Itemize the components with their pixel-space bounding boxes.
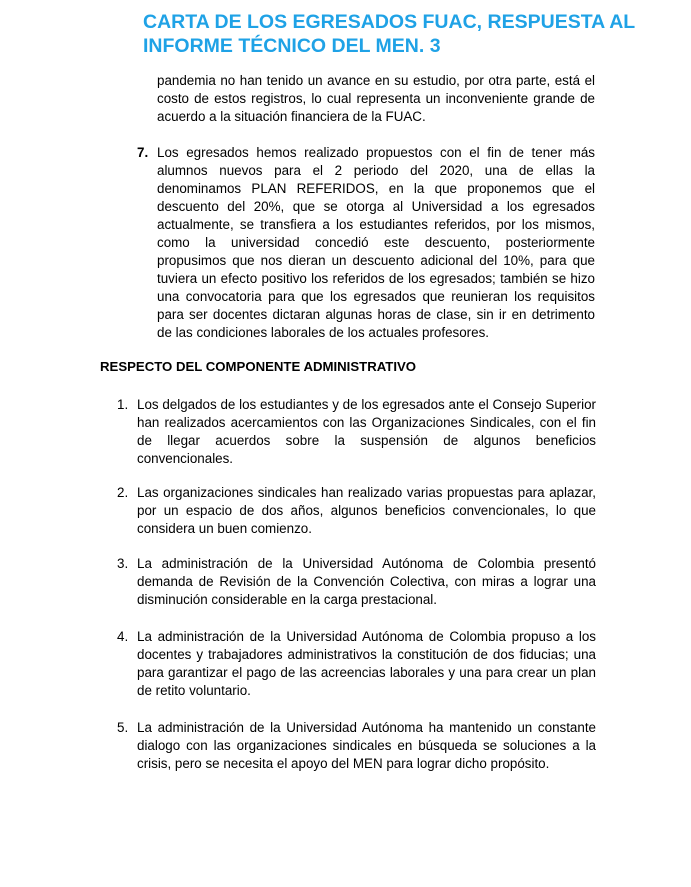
page-header-title: CARTA DE LOS EGRESADOS FUAC, RESPUESTA AL INFORME TÉCNICO DEL MEN. 3 xyxy=(143,11,635,57)
item-7-text: Los egresados hemos realizado propuestos con el fin de tener más alumnos nuevos para el 2 periodo del 2020, una de ellas la denominamos PLAN REFERIDOS, en la que proponemos que el descuento del 20%, que se otorga al Universidad a los egresados actualmente, se transfiera a los estudiantes referidos, por los mismos, como la universidad concedió este descuento, posteriormente propusimos que nos dieran un descuento adicional del 10%, para que tuviera un efecto positivo los referidos de los egresados; también se hizo una convocatoria para que los egresados que reunieran los requisitos para ser docentes dictaran algunas horas de clase, sin ir en detrimento de las condiciones laborales de los actuales profesores. xyxy=(157,145,595,340)
admin-item-2-number: 2. xyxy=(117,485,129,500)
continuation-paragraph: pandemia no han tenido un avance en su estudio, por otra parte, está el costo de estos registros, lo cual representa un inconveniente grande de acuerdo a la situación financiera de la FUAC. xyxy=(157,73,595,124)
admin-item-4-number: 4. xyxy=(117,629,129,644)
admin-item-3-number: 3. xyxy=(117,556,129,571)
admin-item-3-text: La administración de la Universidad Autónoma de Colombia presentó demanda de Revisión de la Convención Colectiva, con miras a lograr una disminución considerable en la carga prestacional. xyxy=(137,556,596,607)
admin-item-1-number: 1. xyxy=(117,397,129,412)
item-7-number: 7. xyxy=(137,145,149,160)
admin-item-1-text: Los delgados de los estudiantes y de los egresados ante el Consejo Superior han realizados acercamientos con las Organizaciones Sindicales, con el fin de llegar acuerdos sobre la suspensión de algunos beneficios convencionales. xyxy=(137,397,596,466)
admin-item-5-text: La administración de la Universidad Autónoma ha mantenido un constante dialogo con las organizaciones sindicales en búsqueda se soluciones a la crisis, pero se necesita el apoyo del MEN para lograr dicho propósito. xyxy=(137,720,596,771)
admin-item-5-number: 5. xyxy=(117,720,129,735)
admin-item-4-text: La administración de la Universidad Autónoma de Colombia propuso a los docentes y trabajadores administrativos la constitución de dos fiducias; una para garantizar el pago de las acreencias laborales y una para crear un plan de retito voluntario. xyxy=(137,629,596,698)
admin-item-2-text: Las organizaciones sindicales han realizado varias propuestas para aplazar, por un espacio de dos años, algunos beneficios convencionales, lo que considera un buen comienzo. xyxy=(137,485,596,536)
section-heading: RESPECTO DEL COMPONENTE ADMINISTRATIVO xyxy=(100,359,417,374)
